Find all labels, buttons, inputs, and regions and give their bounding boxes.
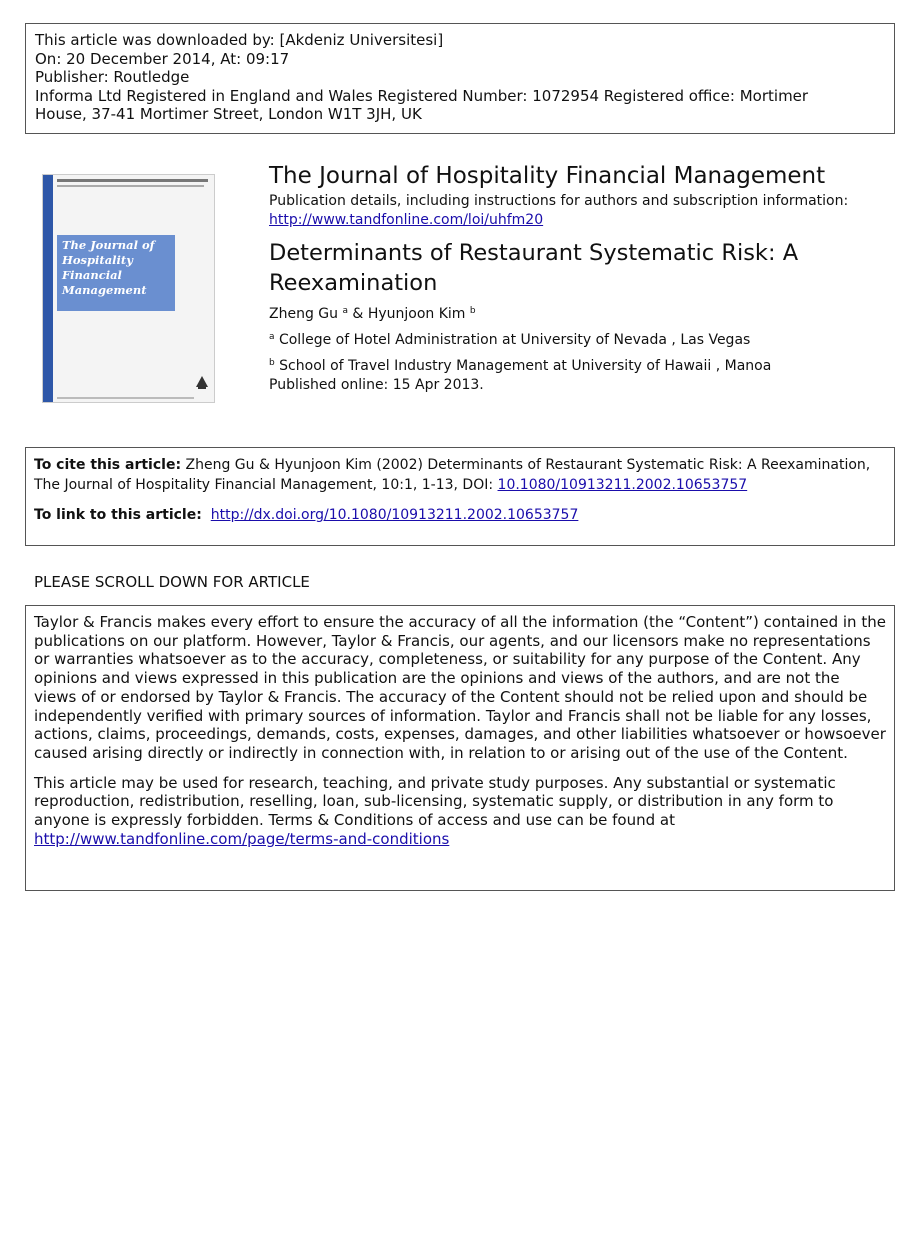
affiliation-marker: a [269, 332, 275, 342]
author-name: Zheng Gu [269, 306, 339, 322]
cover-bottom-line [57, 397, 194, 399]
journal-cover-image [42, 174, 215, 403]
author-affil-marker: b [469, 306, 476, 316]
affiliation-marker: b [269, 358, 275, 368]
cover-stripe [43, 175, 53, 402]
cover-title-line: The Journal of [62, 238, 155, 252]
download-info-box [25, 23, 895, 134]
article-doi-url-link[interactable]: http://dx.doi.org/10.1080/10913211.2002.10653757 [210, 507, 579, 523]
registration-line: Informa Ltd Registered in England and Wales Registered Number: 1072954 Registered office: Mortimer [35, 86, 809, 105]
link-label: To link to this article: [34, 507, 202, 523]
publisher-line: Publisher: Routledge [35, 68, 190, 87]
article-title-line: Reexamination [269, 270, 438, 296]
cover-title-line: Hospitality [62, 253, 133, 267]
publication-details: Publication details, including instructions for authors and subscription information: [269, 193, 849, 209]
disclaimer-box [25, 605, 895, 891]
cover-title-line: Financial [62, 268, 122, 282]
terms-link[interactable]: http://www.tandfonline.com/page/terms-and-conditions [34, 829, 450, 848]
usage-paragraph [34, 774, 886, 849]
usage-text: This article may be used for research, teaching, and private study purposes. Any substantial or systematic reproduction, redistribution, reselling, loan, sub-licensing, systematic supply, or distribution in any form to anyone is expressly forbidden. Terms & Conditions of access and use can be found at [34, 773, 836, 830]
journal-url-link[interactable]: http://www.tandfonline.com/loi/uhfm20 [269, 212, 544, 228]
author-affil-marker: a [342, 306, 348, 316]
article-header [269, 160, 889, 395]
publisher-logo-icon [195, 375, 209, 389]
cover-top-line [57, 185, 204, 187]
cite-label: To cite this article: [34, 457, 182, 473]
cover-title-block [57, 235, 175, 311]
affiliation-b [269, 354, 889, 376]
cover-title-line: Management [62, 283, 147, 297]
authors [269, 302, 889, 324]
scroll-down-note: PLEASE SCROLL DOWN FOR ARTICLE [34, 573, 310, 591]
article-title [269, 238, 889, 298]
cover-top-bar [57, 179, 208, 182]
cite-text: Zheng Gu & Hyunjoon Kim (2002) Determinants of Restaurant Systematic Risk: A Reexamination, The Journal of Hospitality Financial Management, 10:1, 1-13, DOI: [34, 457, 871, 493]
downloaded-by-line: This article was downloaded by: [Akdeniz Universitesi] [35, 31, 444, 49]
cite-paragraph [34, 456, 886, 495]
link-paragraph [34, 506, 886, 526]
article-title-line: Determinants of Restaurant Systematic Risk: A [269, 240, 799, 266]
doi-link[interactable]: 10.1080/10913211.2002.10653757 [497, 476, 748, 493]
disclaimer-paragraph: Taylor & Francis makes every effort to ensure the accuracy of all the information (the “Content”) contained in the publications on our platform. However, Taylor & Francis, our agents, and our licensors make no representations or warranties whatsoever as to the accuracy, completeness, or suitability for any purpose of the Content. Any opinions and views expressed in this publication are the opinions and views of the authors, and are not the views of or endorsed by Taylor & Francis. The accuracy of the Content should not be relied upon and should be independently verified with primary sources of information. Taylor and Francis shall not be liable for any losses, actions, claims, proceedings, demands, costs, expenses, damages, and other liabilities whatsoever or howsoever caused arising directly or indirectly in connection with, in relation to or arising out of the use of the Content. [34, 613, 886, 762]
affiliation-text: College of Hotel Administration at University of Nevada , Las Vegas [278, 332, 751, 348]
address-line: House, 37-41 Mortimer Street, London W1T 3JH, UK [35, 105, 422, 124]
published-online: Published online: 15 Apr 2013. [269, 377, 484, 393]
affiliation-a [269, 328, 889, 350]
citation-box [25, 447, 895, 546]
author-name: Hyunjoon Kim [367, 306, 466, 322]
download-date-line: On: 20 December 2014, At: 09:17 [35, 49, 290, 68]
affiliation-text: School of Travel Industry Management at University of Hawaii , Manoa [279, 358, 772, 374]
journal-title: The Journal of Hospitality Financial Management [269, 163, 826, 189]
author-separator: & [347, 306, 368, 322]
